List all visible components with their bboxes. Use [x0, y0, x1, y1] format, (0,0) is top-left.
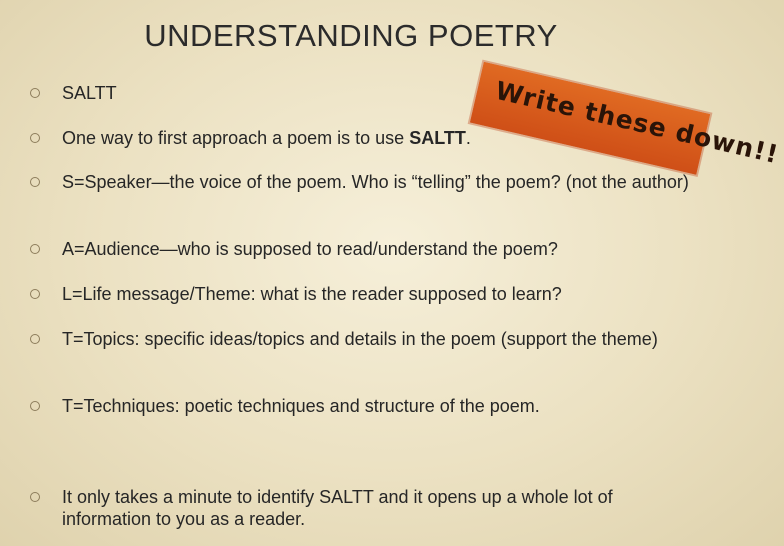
- write-these-down-stamp: [470, 62, 782, 175]
- bullet-icon: [30, 88, 40, 98]
- bullet-text: L=Life message/Theme: what is the reader supposed to learn?: [62, 284, 562, 304]
- bullet-text: S=Speaker—the voice of the poem. Who is “telling” the poem? (not the author): [62, 172, 689, 192]
- bullet-icon: [30, 289, 40, 299]
- bullet-text: A=Audience—who is supposed to read/understand the poem?: [62, 239, 558, 259]
- stamp-text: Write these down!!: [492, 75, 782, 170]
- bold-term: SALTT: [409, 128, 466, 148]
- bullet-icon: [30, 133, 40, 143]
- slide-title: UNDERSTANDING POETRY: [144, 18, 558, 53]
- bullet-text: One way to first approach a poem is to use SALTT.: [62, 128, 471, 148]
- bullet-icon: [30, 492, 40, 502]
- bullet-icon: [30, 401, 40, 411]
- bullet-text: It only takes a minute to identify SALTT and it opens up a whole lot of information to you as a reader.: [62, 487, 613, 529]
- bullet-icon: [30, 244, 40, 254]
- bullet-text: T=Topics: specific ideas/topics and details in the poem (support the theme): [62, 329, 658, 349]
- bullet-icon: [30, 177, 40, 187]
- bullet-icon: [30, 334, 40, 344]
- bullet-text: T=Techniques: poetic techniques and structure of the poem.: [62, 396, 540, 416]
- bullet-text: SALTT: [62, 83, 117, 103]
